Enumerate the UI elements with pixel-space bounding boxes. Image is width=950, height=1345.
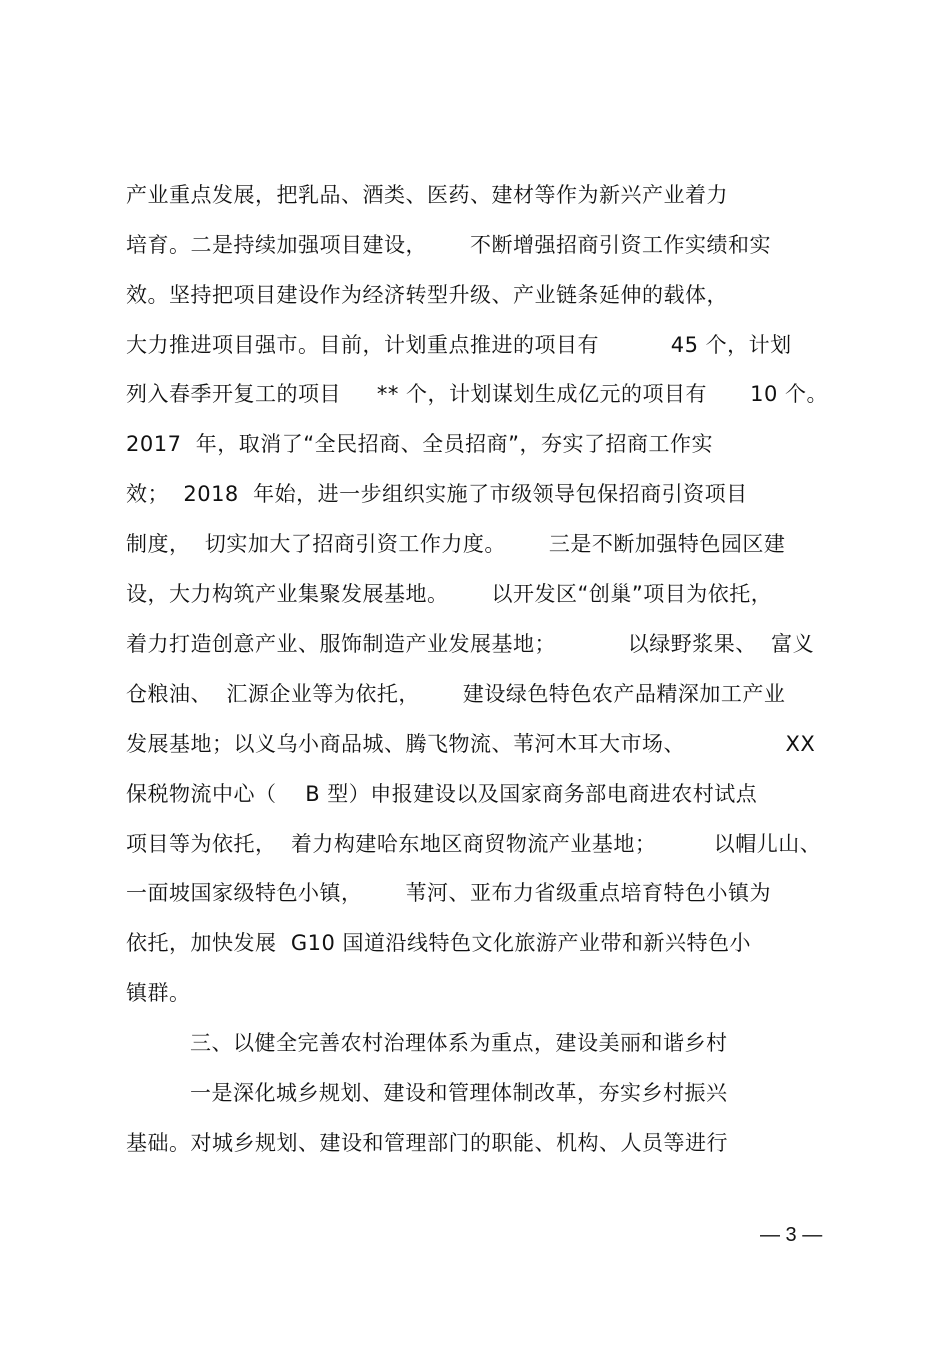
body-line-8: 制度， 切实加大了招商引资工作力度。 三是不断加强特色园区建 (126, 532, 786, 556)
body-line-9: 设，大力构筑产业集聚发展基地。 以开发区“创巢”项目为依托， (126, 582, 773, 606)
body-line-2: 培育。二是持续加强项目建设， 不断增强招商引资工作实绩和实 (126, 233, 772, 257)
body-line-4: 大力推进项目强市。目前，计划重点推进的项目有 45 个，计划 (126, 333, 792, 357)
page-number: — 3 — (760, 1224, 823, 1246)
paragraph2-line-2: 基础。对城乡规划、建设和管理部门的职能、机构、人员等进行 (126, 1131, 728, 1155)
body-line-11: 仓粮油、 汇源企业等为依托， 建设绿色特色农产品精深加工产业 (126, 682, 786, 706)
body-line-17: 镇群。 (126, 981, 191, 1005)
section-heading: 三、以健全完善农村治理体系为重点，建设美丽和谐乡村 (190, 1031, 728, 1055)
body-line-6: 2017 年，取消了“全民招商、全员招商”，夯实了招商工作实 (126, 432, 714, 456)
body-line-16: 依托，加快发展 G10 国道沿线特色文化旅游产业带和新兴特色小 (126, 931, 752, 955)
body-line-12: 发展基地；以义乌小商品城、腾飞物流、苇河木耳大市场、 XX (126, 732, 816, 756)
body-line-7: 效； 2018 年始，进一步组织实施了市级领导包保招商引资项目 (126, 482, 748, 506)
body-line-13: 保税物流中心（ B 型）申报建设以及国家商务部电商进农村试点 (126, 782, 758, 806)
body-line-3: 效。坚持把项目建设作为经济转型升级、产业链条延伸的载体， (126, 283, 728, 307)
paragraph2-line-1: 一是深化城乡规划、建设和管理体制改革，夯实乡村振兴 (190, 1081, 728, 1105)
body-line-5: 列入春季开复工的项目 ** 个，计划谋划生成亿元的项目有 10 个。 (126, 382, 828, 406)
body-line-1: 产业重点发展，把乳品、酒类、医药、建材等作为新兴产业着力 (126, 183, 728, 207)
body-line-10: 着力打造创意产业、服饰制造产业发展基地； 以绿野浆果、 富义 (126, 632, 815, 656)
body-line-15: 一面坡国家级特色小镇， 苇河、亚布力省级重点培育特色小镇为 (126, 881, 772, 905)
body-line-14: 项目等为依托， 着力构建哈东地区商贸物流产业基地； 以帽儿山、 (126, 832, 822, 856)
